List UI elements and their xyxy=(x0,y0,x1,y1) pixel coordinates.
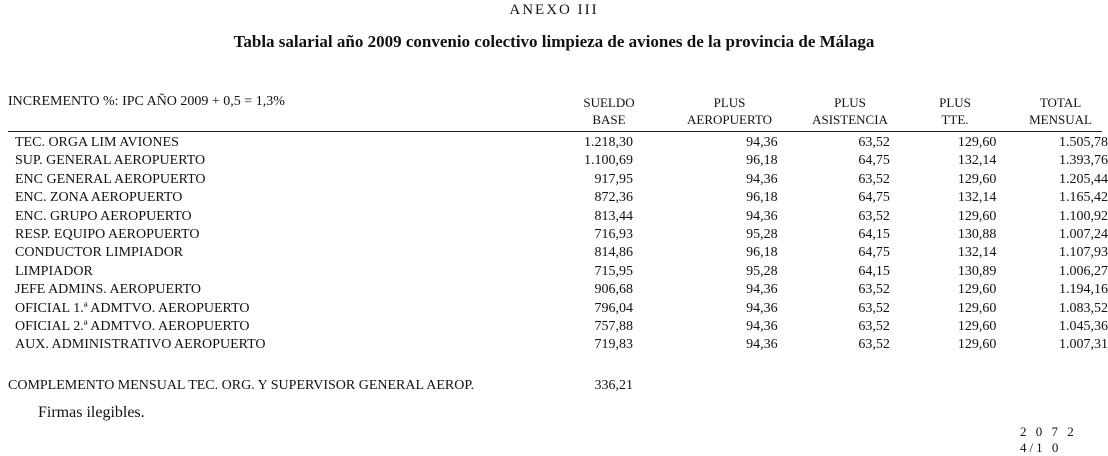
sueldo-base-cell: 715,95 xyxy=(594,263,634,279)
plus-tte-cell: 129,60 xyxy=(957,171,997,187)
category-cell: TEC. ORGA LIM AVIONES xyxy=(15,135,179,150)
plus-tte-cell: 129,60 xyxy=(957,282,997,298)
plus-asistencia-cell: 64,15 xyxy=(858,227,890,243)
plus-asistencia-cell: 63,52 xyxy=(858,171,890,187)
col-header-total-mensual xyxy=(1018,94,1103,128)
table-row xyxy=(8,244,1108,262)
col-header-line2: AEROPUERTO xyxy=(687,112,772,127)
category-cell: ENC. ZONA AEROPUERTO xyxy=(15,190,183,206)
col-header-line2: TTE. xyxy=(941,112,969,127)
salary-table-body xyxy=(8,134,1108,355)
plus-asistencia-cell: 63,52 xyxy=(858,319,890,335)
category-cell: OFICIAL 2.ª ADMTVO. AEROPUERTO xyxy=(15,319,250,335)
sueldo-base-cell: 796,04 xyxy=(594,300,634,316)
total-mensual-cell: 1.006,27 xyxy=(1059,263,1108,279)
total-mensual-cell: 1.165,42 xyxy=(1059,190,1108,206)
plus-tte-cell: 129,60 xyxy=(957,300,997,316)
category-cell: CONDUCTOR LIMPIADOR xyxy=(15,245,184,261)
sueldo-base-cell: 1.218,30 xyxy=(584,135,634,150)
table-row xyxy=(8,318,1108,336)
table-row xyxy=(8,281,1108,299)
increment-note: INCREMENTO %: IPC AÑO 2009 + 0,5 = 1,3% xyxy=(8,94,285,109)
plus-aeropuerto-cell: 96,18 xyxy=(746,153,778,169)
table-row xyxy=(8,171,1108,189)
plus-asistencia-cell: 63,52 xyxy=(858,282,890,298)
sueldo-base-cell: 872,36 xyxy=(594,190,634,206)
total-mensual-cell: 1.393,76 xyxy=(1059,153,1108,169)
sueldo-base-cell: 906,68 xyxy=(594,282,634,298)
plus-aeropuerto-cell: 94,36 xyxy=(746,135,778,150)
sueldo-base-cell: 814,86 xyxy=(594,245,634,261)
plus-tte-cell: 132,14 xyxy=(957,245,997,261)
sueldo-base-cell: 917,95 xyxy=(594,171,634,187)
col-header-line2: BASE xyxy=(592,112,626,127)
plus-aeropuerto-cell: 94,36 xyxy=(746,300,778,316)
col-header-plus-asistencia xyxy=(800,94,900,128)
category-cell: JEFE ADMINS. AEROPUERTO xyxy=(15,282,201,298)
plus-aeropuerto-cell: 96,18 xyxy=(746,245,778,261)
total-mensual-cell: 1.194,16 xyxy=(1059,282,1108,298)
col-header-line2: ASISTENCIA xyxy=(812,112,888,127)
plus-tte-cell: 132,14 xyxy=(957,153,997,169)
plus-aeropuerto-cell: 94,36 xyxy=(746,319,778,335)
category-cell: ENC GENERAL AEROPUERTO xyxy=(15,171,206,187)
plus-aeropuerto-cell: 94,36 xyxy=(746,208,778,224)
plus-asistencia-cell: 64,15 xyxy=(858,263,890,279)
complement-value: 336,21 xyxy=(594,378,633,393)
total-mensual-cell: 1.205,44 xyxy=(1059,171,1108,187)
plus-tte-cell: 129,60 xyxy=(957,135,997,150)
sueldo-base-cell: 719,83 xyxy=(594,337,634,353)
plus-asistencia-cell: 64,75 xyxy=(858,153,890,169)
table-row xyxy=(8,134,1108,152)
table-title: Tabla salarial año 2009 convenio colectivo limpieza de aviones de la provincia de Málaga xyxy=(233,32,875,51)
total-mensual-cell: 1.505,78 xyxy=(1059,135,1108,150)
plus-tte-cell: 129,60 xyxy=(957,319,997,335)
table-row xyxy=(8,152,1108,170)
category-cell: LIMPIADOR xyxy=(15,263,93,279)
salary-table xyxy=(8,134,1108,355)
plus-asistencia-cell: 63,52 xyxy=(858,208,890,224)
plus-asistencia-cell: 64,75 xyxy=(858,245,890,261)
plus-aeropuerto-cell: 96,18 xyxy=(746,190,778,206)
plus-aeropuerto-cell: 94,36 xyxy=(746,171,778,187)
col-header-sueldo-base xyxy=(570,94,648,128)
sueldo-base-cell: 757,88 xyxy=(594,319,634,335)
category-cell: OFICIAL 1.ª ADMTVO. AEROPUERTO xyxy=(15,300,250,316)
col-header-line1: TOTAL xyxy=(1039,95,1082,110)
col-header-plus-tte xyxy=(925,94,985,128)
total-mensual-cell: 1.083,52 xyxy=(1059,300,1108,316)
total-mensual-cell: 1.045,36 xyxy=(1059,319,1108,335)
plus-aeropuerto-cell: 95,28 xyxy=(746,263,778,279)
plus-asistencia-cell: 63,52 xyxy=(858,337,890,353)
category-cell: AUX. ADMINISTRATIVO AEROPUERTO xyxy=(15,337,266,353)
plus-tte-cell: 130,88 xyxy=(957,227,997,243)
col-header-line1: PLUS xyxy=(834,95,866,110)
sueldo-base-cell: 1.100,69 xyxy=(584,153,634,169)
col-header-line1: PLUS xyxy=(713,95,746,110)
plus-asistencia-cell: 63,52 xyxy=(858,135,890,150)
table-row xyxy=(8,300,1108,318)
category-cell: SUP. GENERAL AEROPUERTO xyxy=(15,153,206,169)
document-code: 2 0 7 2 4/1 0 xyxy=(1020,424,1077,455)
header-divider xyxy=(8,131,1102,132)
sueldo-base-cell: 716,93 xyxy=(594,227,634,243)
plus-asistencia-cell: 64,75 xyxy=(858,190,890,206)
total-mensual-cell: 1.100,92 xyxy=(1059,208,1108,224)
col-header-plus-aeropuerto xyxy=(672,94,787,128)
plus-tte-cell: 130,89 xyxy=(957,263,997,279)
category-cell: ENC. GRUPO AEROPUERTO xyxy=(15,208,192,224)
table-row xyxy=(8,226,1108,244)
plus-tte-cell: 129,60 xyxy=(957,208,997,224)
plus-tte-cell: 129,60 xyxy=(957,337,997,353)
signatures-note: Firmas ilegibles. xyxy=(38,404,145,421)
total-mensual-cell: 1.007,24 xyxy=(1059,227,1108,243)
col-header-line2: MENSUAL xyxy=(1029,112,1092,127)
total-mensual-cell: 1.007,31 xyxy=(1059,337,1108,353)
col-header-line1: PLUS xyxy=(939,95,971,110)
table-row xyxy=(8,263,1108,281)
col-header-line1: SUELDO xyxy=(583,95,635,110)
annex-heading: ANEXO III xyxy=(509,2,599,18)
plus-aeropuerto-cell: 95,28 xyxy=(746,227,778,243)
table-row xyxy=(8,208,1108,226)
plus-aeropuerto-cell: 94,36 xyxy=(746,337,778,353)
plus-asistencia-cell: 63,52 xyxy=(858,300,890,316)
plus-aeropuerto-cell: 94,36 xyxy=(746,282,778,298)
complement-label: COMPLEMENTO MENSUAL TEC. ORG. Y SUPERVISOR GENERAL AEROP. xyxy=(8,378,475,393)
table-row xyxy=(8,189,1108,207)
sueldo-base-cell: 813,44 xyxy=(594,208,634,224)
table-row xyxy=(8,336,1108,354)
plus-tte-cell: 132,14 xyxy=(957,190,997,206)
total-mensual-cell: 1.107,93 xyxy=(1059,245,1108,261)
category-cell: RESP. EQUIPO AEROPUERTO xyxy=(15,227,200,243)
